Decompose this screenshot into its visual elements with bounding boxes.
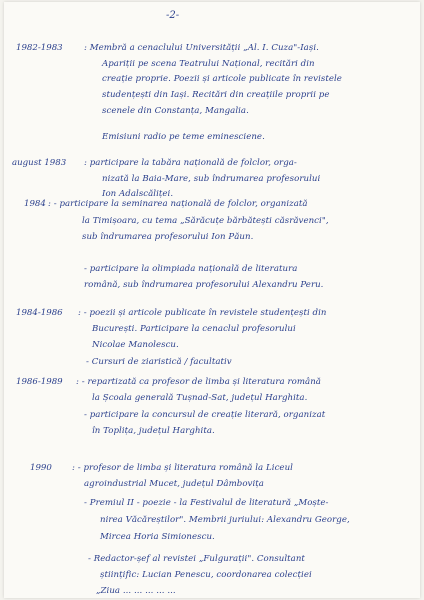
entry-line: Ion Adalscăliței.: [102, 189, 174, 199]
page-number: -2-: [166, 10, 180, 21]
entry-line: : - poezii și articole publicate în revistele studențești din: [78, 308, 327, 318]
entry-line: București. Participare la cenaclul profesorului: [92, 324, 296, 334]
entry-line: - Cursuri de ziaristică / facultativ: [86, 357, 232, 367]
document-page: [4, 2, 420, 598]
entry-year: 1982-1983: [16, 43, 63, 53]
entry-year: 1984-1986: [16, 308, 63, 318]
entry-year: august 1983: [12, 158, 67, 168]
entry-year: 1990: [30, 463, 52, 473]
entry-line: la Timișoara, cu tema „Sărăcuțe bărbătești căsrăvenci",: [82, 216, 329, 226]
entry-line: la Școala generală Tușnad-Sat, județul Harghita.: [92, 393, 308, 403]
entry-line: : participare la tabăra națională de folclor, orga-: [84, 158, 297, 168]
entry-line: scenele din Constanța, Mangalia.: [102, 106, 249, 116]
entry-line: - participare la olimpiada națională de literatura: [84, 264, 298, 274]
entry-line: științific: Lucian Penescu, coordonarea colecției: [100, 570, 312, 580]
entry-line: creație proprie. Poezii și articole publicate în revistele: [102, 74, 342, 84]
entry-line: - Premiul II - poezie - la Festivalul de literatură „Moște-: [84, 498, 329, 508]
entry-line: Mircea Horia Simionescu.: [100, 532, 215, 542]
entry-line: : - repartizată ca profesor de limba și literatura română: [76, 377, 321, 387]
entry-line: nirea Văcăreștilor". Membrii juriului: Alexandru George,: [100, 515, 350, 525]
entry-line: în Toplița, județul Harghita.: [92, 426, 215, 436]
entry-line: română, sub îndrumarea profesorului Alexandru Peru.: [84, 280, 324, 290]
entry-line: Emisiuni radio pe teme eminesciene.: [102, 132, 265, 142]
entry-line: Apariții pe scena Teatrului Național, recitări din: [102, 59, 315, 69]
entry-year: 1984: [24, 199, 46, 209]
entry-line: - Redactor-șef al revistei „Fulgurații". Consultant: [88, 554, 305, 564]
entry-line: - participare la concursul de creație literară, organizat: [84, 410, 326, 420]
entry-line: : Membră a cenaclului Universității „Al. I. Cuza"-Iași.: [84, 43, 319, 53]
entry-line: „Ziua ... ... ... ... ...: [96, 586, 176, 596]
entry-line: sub îndrumarea profesorului Ion Păun.: [82, 232, 254, 242]
entry-line: agroindustrial Mucet, județul Dâmbovița: [84, 479, 264, 489]
entry-line: nizată la Baia-Mare, sub îndrumarea profesorului: [102, 174, 321, 184]
entry-line: : - participare la seminarea națională de folclor, organizată: [48, 199, 308, 209]
entry-line: studențești din Iași. Recitări din creațiile proprii pe: [102, 90, 330, 100]
entry-year: 1986-1989: [16, 377, 63, 387]
entry-line: : - profesor de limba și literatura română la Liceul: [72, 463, 293, 473]
entry-line: Nicolae Manolescu.: [92, 340, 179, 350]
